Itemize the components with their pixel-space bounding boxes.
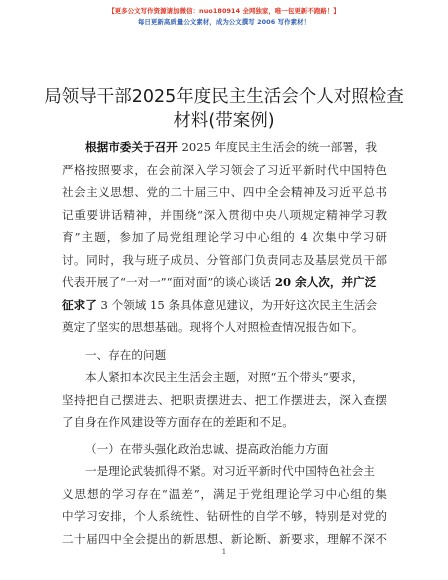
paragraph-line: 本人紧扣本次民主生活会主题，对照“五个带头”要求， <box>85 370 364 384</box>
paragraph-line: 记重要讲话精神，并围绕“深入贯彻中央八项规定精神学习教 <box>62 207 387 222</box>
paragraph-text: 代表开展了“一对一”“面对面”的谈心谈话 <box>62 275 275 289</box>
subsection-heading-political-loyalty: （一）在带头强化政治忠诚、提高政治能力方面 <box>85 441 329 456</box>
paragraph-line: 严格按照要求，在会前深入学习领会了习近平新时代中国特色 <box>62 162 387 177</box>
promo-banner-line-1: 【更多公文写作资源请加微信：nuo180914 全网独家，唯一包更新不跑路！】 <box>108 7 340 15</box>
paragraph-line: 中学习安排，个人系统性、钻研性的自学不够，特别是对党的 <box>62 509 387 523</box>
paragraph-line: 育”主题，参加了局党组理论学习中心组的 4 次集中学习研 <box>62 230 387 244</box>
document-title-line-1: 局领导干部2025年度民主生活会个人对照检查 <box>44 87 404 107</box>
subsection-1-paragraph <box>62 460 387 550</box>
paragraph-text: 3 个领域 15 条具体意见建议，为开好这次民主生活会 <box>96 297 378 312</box>
paragraph-line: 一是理论武装抓得不紧。对习近平新时代中国特色社会主 <box>85 464 375 478</box>
section-1-paragraph <box>62 366 387 434</box>
intro-paragraph <box>62 136 387 339</box>
paragraph-line <box>62 294 387 317</box>
paragraph-line: 讨。同时，我与班子成员、分管部门负责同志及基层党员干部 <box>62 252 387 267</box>
promo-banner-line-2: 每日更新高质量公文素材，成为公文撰写 2006 写作素材！ <box>137 18 311 26</box>
document-body <box>62 136 387 550</box>
paragraph-line: 二十届四中全会提出的新思想、新论断、新要求，理解不深不 <box>62 531 387 546</box>
paragraph-line: 义思想的学习存在“温差”，满足于党组理论学习中心组的集 <box>62 486 387 501</box>
bold-text: 征求了 <box>62 297 97 312</box>
bold-text: 根据市委关于召开 <box>85 140 178 154</box>
paragraph-line <box>62 136 387 159</box>
paragraph-line: 了自身在作风建设等方面存在的差距和不足。 <box>62 415 294 429</box>
paragraph-line: 社会主义思想、党的二十届三中、四中全会精神及习近平总书 <box>62 185 387 199</box>
page-number: 1 <box>221 548 227 556</box>
paragraph-line <box>62 271 387 294</box>
document-title-line-2: 材料(带案例) <box>173 111 275 131</box>
paragraph-line: 坚持把自己摆进去、把职责摆进去、把工作摆进去，深入查摆 <box>62 392 387 407</box>
paragraph-text: 2025 年度民主生活会的统一部署，我 <box>177 140 377 154</box>
section-heading-problems: 一、存在的问题 <box>85 347 167 362</box>
paragraph-line: 奠定了坚实的思想基础。现将个人对照检查情况报告如下。 <box>62 320 364 334</box>
bold-text: 20 余人次，并广泛 <box>274 275 377 289</box>
